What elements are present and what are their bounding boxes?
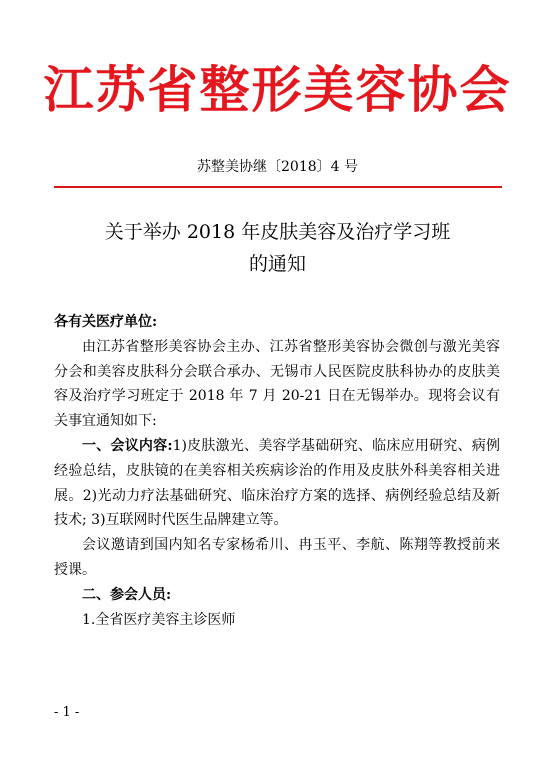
page-number: - 1 - (54, 705, 80, 720)
experts-paragraph: 会议邀请到国内知名专家杨希川、冉玉平、李航、陈翔等教授前来授课。 (54, 537, 500, 578)
salutation: 各有关医疗单位: (54, 314, 158, 330)
intro-paragraph: 由江苏省整形美容协会主办、江苏省整形美容协会微创与激光美容分会和美容皮肤科分会联合承办、无锡市人民医院皮肤科协办的皮肤美容及治疗学习班定于 2018 年 7 月 20-21 日在无锡举办。现将会议有关事宜通知如下: (54, 338, 500, 430)
attendee-item-1: 1.全省医疗美容主诊医师 (82, 611, 236, 628)
section-2-heading: 二、参会人员: (82, 586, 172, 603)
notice-title-line-2: 的通知 (248, 253, 306, 275)
organization-title: 江苏省整形美容协会 (43, 60, 512, 119)
section-1-heading: 一、会议内容: (82, 437, 173, 454)
notice-title-line-1: 关于举办 2018 年皮肤美容及治疗学习班 (104, 221, 451, 243)
header-red-rule (54, 186, 502, 188)
section-1-text: 1)皮肤激光、美容学基础研究、临床应用研究、病例经验总结，皮肤镜的在美容相关疾病诊治的作用及皮肤外科美容相关进展。2)光动力疗法基础研究、临床治疗方案的选择、病例经验总结及新技术; 3)互联网时代医生品牌建立等。 (54, 437, 501, 529)
notice-body (54, 310, 500, 632)
section-1-paragraph (54, 434, 500, 533)
document-number: 苏整美协继〔2018〕4 号 (197, 159, 358, 175)
notice-title (0, 216, 555, 280)
